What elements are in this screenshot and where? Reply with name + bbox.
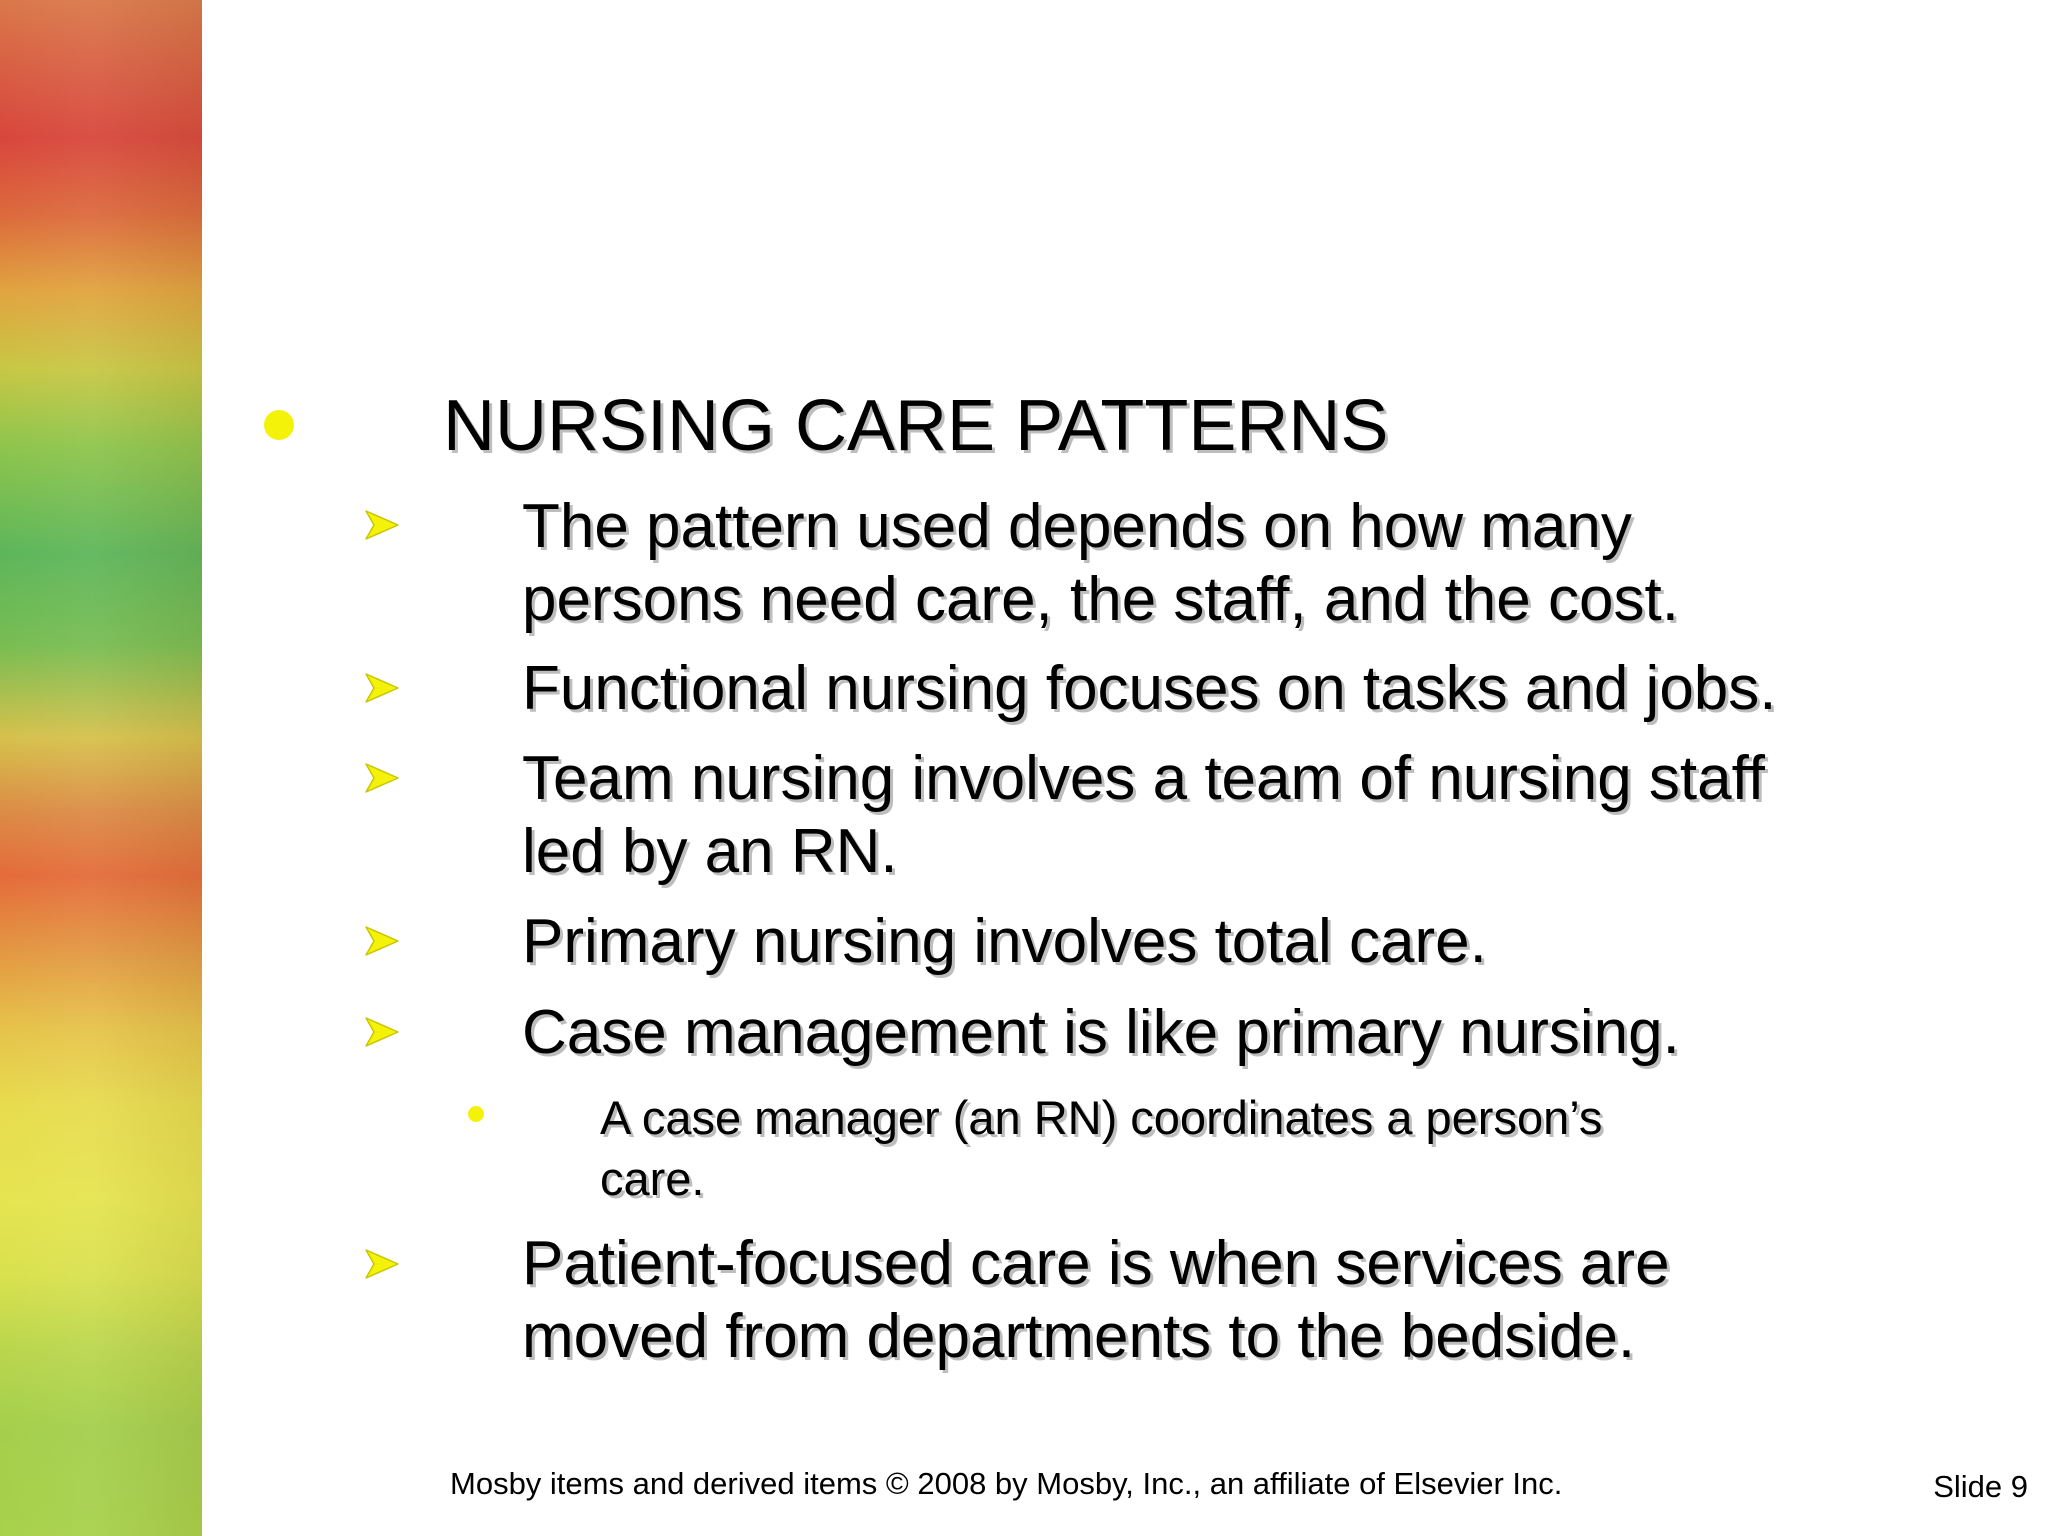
list-item-5-line-1: Case management is like primary nursing. [522,998,1680,1067]
list-item-2-line-1: Functional nursing focuses on tasks and jobs. [522,654,1777,723]
arrow-bullet-icon [364,1246,400,1282]
arrow-bullet-icon [364,760,400,796]
arrow-bullet-icon [364,923,400,959]
list-item-4-line-1: Primary nursing involves total care. [522,907,1487,976]
list-item-3-line-1: Team nursing involves a team of nursing staff [522,744,1765,813]
dot-bullet-icon [264,410,294,440]
arrow-bullet-icon [364,670,400,706]
sub-item-line-2: care. [600,1152,705,1205]
list-item-6-line-1: Patient-focused care is when services are [522,1229,1670,1298]
dot-bullet-icon [468,1106,484,1122]
list-item-3-line-2: led by an RN. [522,817,898,886]
arrow-bullet-icon [364,1014,400,1050]
slide-number: Slide 9 [1933,1469,2028,1504]
slide-heading: NURSING CARE PATTERNS [443,386,1389,466]
arrow-bullet-icon [364,507,400,543]
list-item-6-line-2: moved from departments to the bedside. [522,1302,1636,1371]
sub-item-line-1: A case manager (an RN) coordinates a person’s [600,1091,1603,1144]
list-item-1-line-2: persons need care, the staff, and the cost. [522,565,1679,634]
footer-copyright: Mosby items and derived items © 2008 by Mosby, Inc., an affiliate of Elsevier Inc. [450,1466,1563,1501]
list-item-1-line-1: The pattern used depends on how many [522,492,1632,561]
